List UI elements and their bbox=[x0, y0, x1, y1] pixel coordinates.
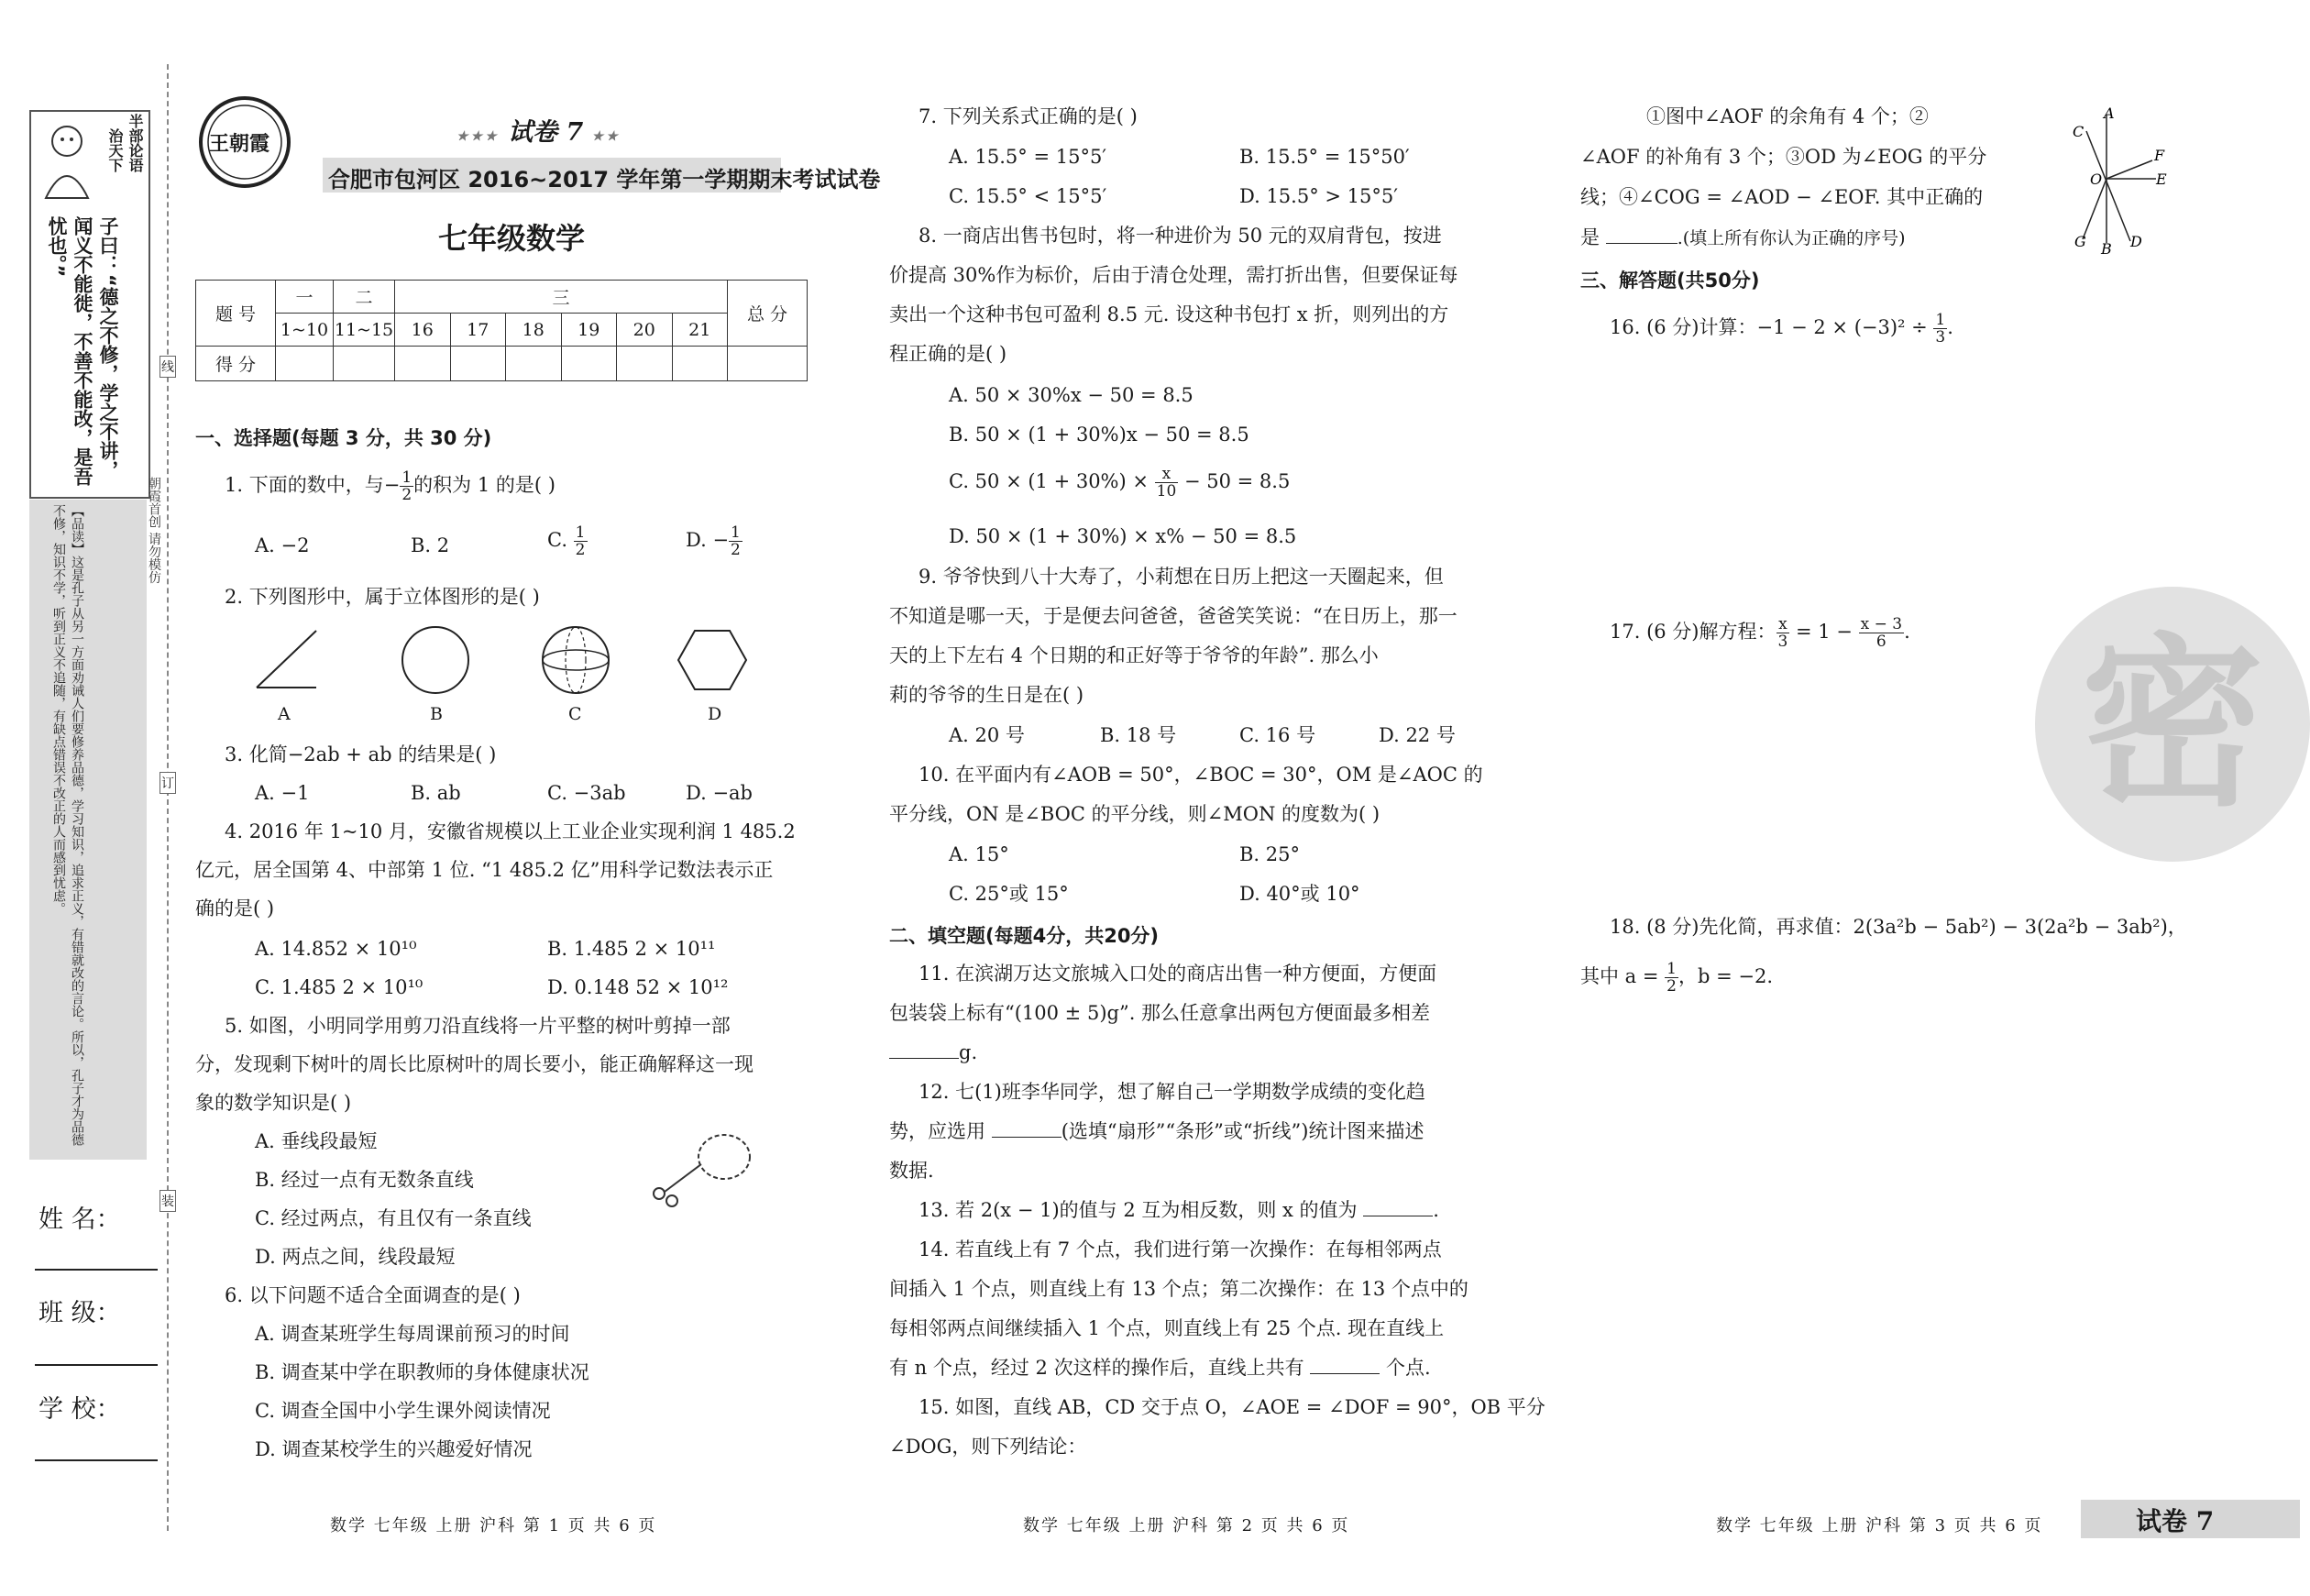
q15-cont-3: 线；④∠COG = ∠AOD − ∠EOF. 其中正确的 bbox=[1580, 186, 1984, 208]
q9-option-d[interactable]: D. 22 号 bbox=[1379, 724, 1456, 746]
q11-unit: g. bbox=[959, 1041, 978, 1063]
q15-cont-2: ∠AOF 的补角有 3 个；③OD 为∠EOG 的平分 bbox=[1580, 146, 1987, 168]
q17-frac-2 bbox=[1859, 616, 1904, 650]
q8-c-frac-d: 10 bbox=[1156, 482, 1177, 501]
fig-label-A: A bbox=[2104, 105, 2115, 122]
q1-frac-d: 2 bbox=[402, 486, 412, 504]
q9-line-4: 莉的爷爷的生日是在( ) bbox=[889, 684, 1084, 706]
q17-frac-1 bbox=[1776, 616, 1790, 650]
q10-line-2: 平分线，ON 是∠BOC 的平分线，则∠MON 的度数为( ) bbox=[889, 803, 1380, 825]
q4-line-3: 确的是( ) bbox=[195, 897, 275, 919]
q18-answer-area[interactable] bbox=[1580, 1008, 2277, 1485]
q15-blank[interactable] bbox=[1606, 243, 1678, 244]
q12-line-2 bbox=[889, 1117, 1424, 1145]
q9-option-a[interactable]: A. 20 号 bbox=[949, 724, 1025, 746]
q3-option-d[interactable]: D. −ab bbox=[686, 782, 753, 804]
q9-option-b[interactable]: B. 18 号 bbox=[1100, 724, 1177, 746]
fig-label-F: F bbox=[2154, 147, 2165, 164]
q1-option-b[interactable]: B. 2 bbox=[411, 534, 450, 556]
q16-frac-n: 1 bbox=[1935, 311, 1946, 329]
q14-line-3: 每相邻两点间继续插入 1 个点，则直线上有 25 个点. 现在直线上 bbox=[889, 1317, 1445, 1339]
commentary-text: 【品读】这是孔子从另一方面劝诫人们要修养品德，学习知识，追求正义，有错就改的言论。所以，孔子才为品德不修，知识不学，听到正义不追随，有缺点错误不改正的人而感到忧虑。 bbox=[51, 504, 84, 1146]
sub-header: 11~15 bbox=[334, 314, 395, 347]
group-1: 一 bbox=[276, 281, 334, 314]
q8-option-b[interactable]: B. 50 × (1 + 30%)x − 50 = 8.5 bbox=[949, 424, 1249, 446]
q10-option-a[interactable]: A. 15° bbox=[949, 843, 1009, 865]
confucius-portrait bbox=[35, 117, 99, 200]
score-cell[interactable] bbox=[617, 347, 673, 381]
score-cell[interactable] bbox=[276, 347, 334, 381]
q8-option-c[interactable] bbox=[949, 466, 1290, 500]
q4-line-2: 亿元，居全国第 4、中部第 1 位. “1 485.2 亿”用科学记数法表示正 bbox=[195, 859, 774, 881]
badge-label: 试卷 7 bbox=[508, 118, 584, 147]
q17-f2-n: x − 3 bbox=[1860, 615, 1903, 633]
binding-line bbox=[167, 64, 169, 1531]
q14-line-4 bbox=[889, 1354, 1431, 1381]
school-label: 学 校： bbox=[38, 1395, 121, 1424]
footer-page-1: 数学 七年级 上册 沪科 第 1 页 共 6 页 bbox=[330, 1516, 657, 1535]
q5-line-1: 5. 如图，小明同学用剪刀沿直线将一片平整的树叶剪掉一部 bbox=[225, 1015, 731, 1037]
q1-option-c[interactable] bbox=[547, 524, 588, 558]
q8-line-2: 价提高 30%作为标价，后由于清仓处理，需打折出售，但要保证每 bbox=[889, 264, 1458, 286]
fig-angle[interactable] bbox=[257, 631, 316, 688]
q16-frac bbox=[1933, 312, 1947, 346]
q5-option-b[interactable]: B. 经过一点有无数条直线 bbox=[255, 1169, 474, 1191]
class-label: 班 级： bbox=[38, 1299, 121, 1327]
q6: 6. 以下问题不适合全面调查的是( ) bbox=[225, 1284, 521, 1306]
q13 bbox=[918, 1196, 1439, 1224]
q2-figures bbox=[248, 623, 761, 697]
q15-line-1: 15. 如图，直线 AB，CD 交于点 O，∠AOE = ∠DOF = 90°，OB 平分 bbox=[918, 1396, 1546, 1418]
q16-text: 16. (6 分)计算：−1 − 2 × (−3)² ÷ bbox=[1610, 316, 1934, 338]
score-table bbox=[195, 280, 808, 381]
row-label-num: 题 号 bbox=[196, 281, 276, 347]
q8-c-frac-n: x bbox=[1155, 466, 1179, 483]
q12-line-3: 数据. bbox=[889, 1160, 934, 1182]
q15-tail: .(填上所有你认为正确的序号) bbox=[1677, 228, 1906, 248]
q8-c-tail: − 50 = 8.5 bbox=[1178, 470, 1291, 492]
q15-cont-4 bbox=[1580, 224, 1906, 252]
fig-circle[interactable] bbox=[402, 627, 468, 693]
q9-line-3: 天的上下左右 4 个日期的和正好等于爷爷的年龄”. 那么小 bbox=[889, 644, 1379, 666]
top-label-2: 治天下 bbox=[106, 128, 124, 172]
q6-option-d[interactable]: D. 调查某校学生的兴趣爱好情况 bbox=[255, 1438, 533, 1460]
q18-line-1: 18. (8 分)先化简，再求值：2(3a²b − 5ab²) − 3(2a²b − 3ab²)， bbox=[1610, 916, 2187, 938]
commentary-box bbox=[29, 500, 147, 1160]
q16-answer-area[interactable] bbox=[1580, 358, 2277, 596]
q18-frac-n: 1 bbox=[1666, 960, 1677, 978]
sub-header: 17 bbox=[450, 314, 506, 347]
fig-label-a: A bbox=[278, 704, 291, 724]
scissors-leaf-figure bbox=[646, 1128, 756, 1210]
fig-label-D: D bbox=[2130, 233, 2142, 250]
sub-header: 21 bbox=[672, 314, 728, 347]
badge-stars-right: ★★ bbox=[591, 129, 621, 144]
q17-text: 17. (6 分)解方程： bbox=[1610, 621, 1776, 643]
q5-option-d[interactable]: D. 两点之间，线段最短 bbox=[255, 1246, 456, 1268]
q8-option-d[interactable]: D. 50 × (1 + 30%) × x% − 50 = 8.5 bbox=[949, 525, 1297, 547]
q14-tail: 个点. bbox=[1385, 1357, 1431, 1379]
q18-text-a: 其中 a = bbox=[1580, 965, 1666, 987]
confucius-quote: 子曰：“德之不修，学之不讲，闻义不能徙，不善不能改，是吾忧也。” bbox=[46, 216, 119, 486]
q8-option-a[interactable]: A. 50 × 30%x − 50 = 8.5 bbox=[949, 384, 1194, 406]
q17-mid: = 1 − bbox=[1789, 621, 1859, 643]
badge-stars-left: ★★★ bbox=[456, 129, 500, 144]
q1-text-b: 的积为 1 的是( ) bbox=[413, 474, 556, 496]
group-3: 三 bbox=[395, 281, 728, 314]
q3-option-c[interactable]: C. −3ab bbox=[547, 782, 626, 804]
sub-header: 20 bbox=[617, 314, 673, 347]
logo-text: 王朝霞 bbox=[209, 132, 270, 156]
q7-option-a[interactable]: A. 15.5° = 15°5′ bbox=[949, 146, 1107, 168]
fig-label-B: B bbox=[2101, 240, 2112, 258]
q17-tail: . bbox=[1904, 621, 1910, 643]
fig-label-C: C bbox=[2073, 123, 2084, 140]
q8-line-3: 卖出一个这种书包可盈利 8.5 元. 设这种书包打 x 折，则列出的方 bbox=[889, 303, 1449, 325]
q1-text-a: 1. 下面的数中，与− bbox=[225, 474, 401, 496]
q1-c-frac-d: 2 bbox=[575, 541, 586, 559]
q17-f2-d: 6 bbox=[1876, 633, 1886, 651]
q14-blank[interactable] bbox=[1310, 1373, 1380, 1374]
q14-line-1: 14. 若直线上有 7 个点，我们进行第一次操作：在每相邻两点 bbox=[918, 1238, 1442, 1260]
score-cell[interactable] bbox=[334, 347, 395, 381]
sub-header: 18 bbox=[506, 314, 562, 347]
q6-option-b[interactable]: B. 调查某中学在职教师的身体健康状况 bbox=[255, 1361, 589, 1383]
q3-option-a[interactable]: A. −1 bbox=[255, 782, 310, 804]
q11-blank[interactable] bbox=[889, 1058, 959, 1059]
q16-frac-d: 3 bbox=[1935, 328, 1946, 347]
q15-figure bbox=[2064, 105, 2165, 257]
q13-tail: . bbox=[1433, 1199, 1439, 1221]
side-note: 朝霞首创 请勿模仿 bbox=[147, 477, 161, 584]
q6-option-a[interactable]: A. 调查某班学生每周课前预习的时间 bbox=[255, 1323, 570, 1345]
seal-char: 密 bbox=[2081, 616, 2265, 831]
q8-c-frac bbox=[1155, 466, 1179, 500]
fig-hexagon[interactable] bbox=[678, 631, 746, 689]
q16-tail: . bbox=[1947, 316, 1953, 338]
total-score-cell[interactable] bbox=[728, 347, 808, 381]
q1-frac bbox=[400, 469, 413, 503]
line-label-ding: 订 bbox=[160, 772, 176, 794]
q7: 7. 下列关系式正确的是( ) bbox=[918, 105, 1138, 127]
q12-text-a: 势，应选用 bbox=[889, 1120, 985, 1142]
score-cell[interactable] bbox=[561, 347, 617, 381]
q18-line-2 bbox=[1580, 961, 1773, 995]
footer-page-3: 数学 七年级 上册 沪科 第 3 页 共 6 页 bbox=[1716, 1516, 2043, 1535]
q5-line-3: 象的数学知识是( ) bbox=[195, 1092, 352, 1114]
q1-c-frac bbox=[574, 524, 588, 558]
q1 bbox=[225, 469, 556, 503]
q10-option-d[interactable]: D. 40°或 10° bbox=[1239, 883, 1360, 905]
q7-option-b[interactable]: B. 15.5° = 15°50′ bbox=[1239, 146, 1410, 168]
subject-title: 七年级数学 bbox=[438, 221, 586, 256]
sub-header: 1~10 bbox=[276, 314, 334, 347]
fig-label-d: D bbox=[708, 704, 722, 724]
q9-line-2: 不知道是哪一天，于是便去问爸爸，爸爸笑笑说：“在日历上，那一 bbox=[889, 605, 1458, 627]
q13-text: 13. 若 2(x − 1)的值与 2 互为相反数，则 x 的值为 bbox=[918, 1199, 1358, 1221]
q5-line-2: 分，发现剩下树叶的周长比原树叶的周长要小，能正确解释这一现 bbox=[195, 1053, 754, 1075]
q10-line-1: 10. 在平面内有∠AOB = 50°，∠BOC = 30°，OM 是∠AOC 的 bbox=[918, 764, 1483, 786]
top-label-1: 半部论语 bbox=[126, 114, 144, 172]
q1-option-d[interactable] bbox=[686, 524, 742, 558]
q9-line-1: 9. 爷爷快到八十大寿了，小莉想在日历上把这一天圈起来，但 bbox=[918, 566, 1444, 588]
exam-title: 合肥市包河区 2016~2017 学年第一学期期末考试试卷 bbox=[328, 167, 881, 193]
fig-label-E: E bbox=[2156, 171, 2167, 188]
q15-line-2: ∠DOG，则下列结论： bbox=[889, 1436, 1087, 1458]
exam-badge bbox=[456, 112, 621, 148]
q1-c-frac-n: 1 bbox=[575, 523, 586, 542]
q9-option-c[interactable]: C. 16 号 bbox=[1239, 724, 1316, 746]
q7-option-c[interactable]: C. 15.5° < 15°5′ bbox=[949, 185, 1107, 207]
score-cell[interactable] bbox=[395, 347, 451, 381]
section-3-title: 三、解答题(共50分) bbox=[1580, 270, 1760, 292]
q10-option-b[interactable]: B. 25° bbox=[1239, 843, 1301, 865]
q1-d-frac bbox=[729, 524, 742, 558]
line-label-zhuang: 装 bbox=[160, 1190, 176, 1212]
fig-label-b: B bbox=[430, 704, 443, 724]
q12-blank[interactable] bbox=[992, 1137, 1062, 1138]
class-field[interactable] bbox=[35, 1364, 158, 1366]
q5-option-c[interactable]: C. 经过两点，有且仅有一条直线 bbox=[255, 1207, 532, 1229]
footer-page-2: 数学 七年级 上册 沪科 第 2 页 共 6 页 bbox=[1023, 1516, 1350, 1535]
q15-cont-1: ①图中∠AOF 的余角有 4 个；② bbox=[1646, 105, 1929, 127]
footer-badge: 试卷 7 bbox=[2136, 1506, 2215, 1536]
q1-d-label: D. − bbox=[686, 529, 730, 551]
row-label-score: 得 分 bbox=[196, 347, 276, 381]
q12-text-b: (选填“扇形”“条形”或“折线”)统计图来描述 bbox=[1061, 1120, 1424, 1142]
q7-option-d[interactable]: D. 15.5° > 15°5′ bbox=[1239, 185, 1398, 207]
sub-header: 16 bbox=[395, 314, 451, 347]
score-cell[interactable] bbox=[450, 347, 506, 381]
q17-f1-d: 3 bbox=[1777, 633, 1788, 651]
name-field[interactable] bbox=[35, 1269, 158, 1271]
school-field[interactable] bbox=[35, 1459, 158, 1461]
q4-option-d[interactable]: D. 0.148 52 × 10¹² bbox=[547, 976, 729, 998]
q18-text-b: ，b = −2. bbox=[1678, 965, 1774, 987]
score-cell[interactable] bbox=[506, 347, 562, 381]
q11-line-1: 11. 在滨湖万达文旅城入口处的商店出售一种方便面，方便面 bbox=[918, 963, 1437, 985]
fig-sphere[interactable] bbox=[543, 627, 609, 693]
q1-d-frac-n: 1 bbox=[731, 523, 741, 542]
q12-line-1: 12. 七(1)班李华同学，想了解自己一学期数学成绩的变化趋 bbox=[918, 1081, 1425, 1103]
q1-option-a[interactable]: A. −2 bbox=[255, 534, 310, 556]
q8-line-4: 程正确的是( ) bbox=[889, 343, 1007, 365]
q14-text: 有 n 个点，经过 2 次这样的操作后，直线上共有 bbox=[889, 1357, 1304, 1379]
q18-frac bbox=[1665, 961, 1678, 995]
line-label-xian: 线 bbox=[160, 356, 176, 378]
q14-line-2: 间插入 1 个点，则直线上有 13 个点；第二次操作：在 13 个点中的 bbox=[889, 1278, 1468, 1300]
q10-option-c[interactable]: C. 25°或 15° bbox=[949, 883, 1069, 905]
group-2: 二 bbox=[334, 281, 395, 314]
q3: 3. 化简−2ab + ab 的结果是( ) bbox=[225, 743, 497, 765]
sub-header: 19 bbox=[561, 314, 617, 347]
section-1-title: 一、选择题(每题 3 分，共 30 分) bbox=[195, 427, 492, 449]
q17 bbox=[1610, 616, 1910, 650]
q15-text: 是 bbox=[1580, 226, 1600, 248]
q4-line-1: 4. 2016 年 1~10 月，安徽省规模以上工业企业实现利润 1 485.2 bbox=[225, 820, 796, 842]
q4-option-a[interactable]: A. 14.852 × 10¹⁰ bbox=[255, 938, 417, 960]
fig-label-O: O bbox=[2090, 171, 2103, 188]
name-label: 姓 名： bbox=[38, 1205, 121, 1234]
q18-frac-d: 2 bbox=[1666, 977, 1677, 996]
q1-d-frac-d: 2 bbox=[731, 541, 741, 559]
section-2-title: 二、填空题(每题4分，共20分) bbox=[889, 925, 1160, 947]
q5-option-a[interactable]: A. 垂线段最短 bbox=[255, 1130, 378, 1152]
q11-line-2: 包装袋上标有“(100 ± 5)g”. 那么任意拿出两包方便面最多相差 bbox=[889, 1002, 1431, 1024]
score-cell[interactable] bbox=[672, 347, 728, 381]
q2: 2. 下列图形中，属于立体图形的是( ) bbox=[225, 586, 540, 608]
fig-label-c: C bbox=[568, 704, 582, 724]
q3-option-b[interactable]: B. ab bbox=[411, 782, 461, 804]
q8-c-text: C. 50 × (1 + 30%) × bbox=[949, 470, 1155, 492]
q11-line-3 bbox=[889, 1039, 977, 1066]
fig-label-G: G bbox=[2074, 233, 2086, 250]
q16 bbox=[1610, 312, 1953, 346]
q1-c-label: C. bbox=[547, 529, 574, 551]
q1-frac-n: 1 bbox=[402, 468, 412, 487]
q4-option-c[interactable]: C. 1.485 2 × 10¹⁰ bbox=[255, 976, 424, 998]
q6-option-c[interactable]: C. 调查全国中小学生课外阅读情况 bbox=[255, 1400, 551, 1422]
total-label: 总 分 bbox=[728, 281, 808, 347]
q8-line-1: 8. 一商店出售书包时，将一种进价为 50 元的双肩背包，按进 bbox=[918, 225, 1442, 247]
q17-f1-n: x bbox=[1776, 616, 1790, 633]
q4-option-b[interactable]: B. 1.485 2 × 10¹¹ bbox=[547, 938, 716, 960]
